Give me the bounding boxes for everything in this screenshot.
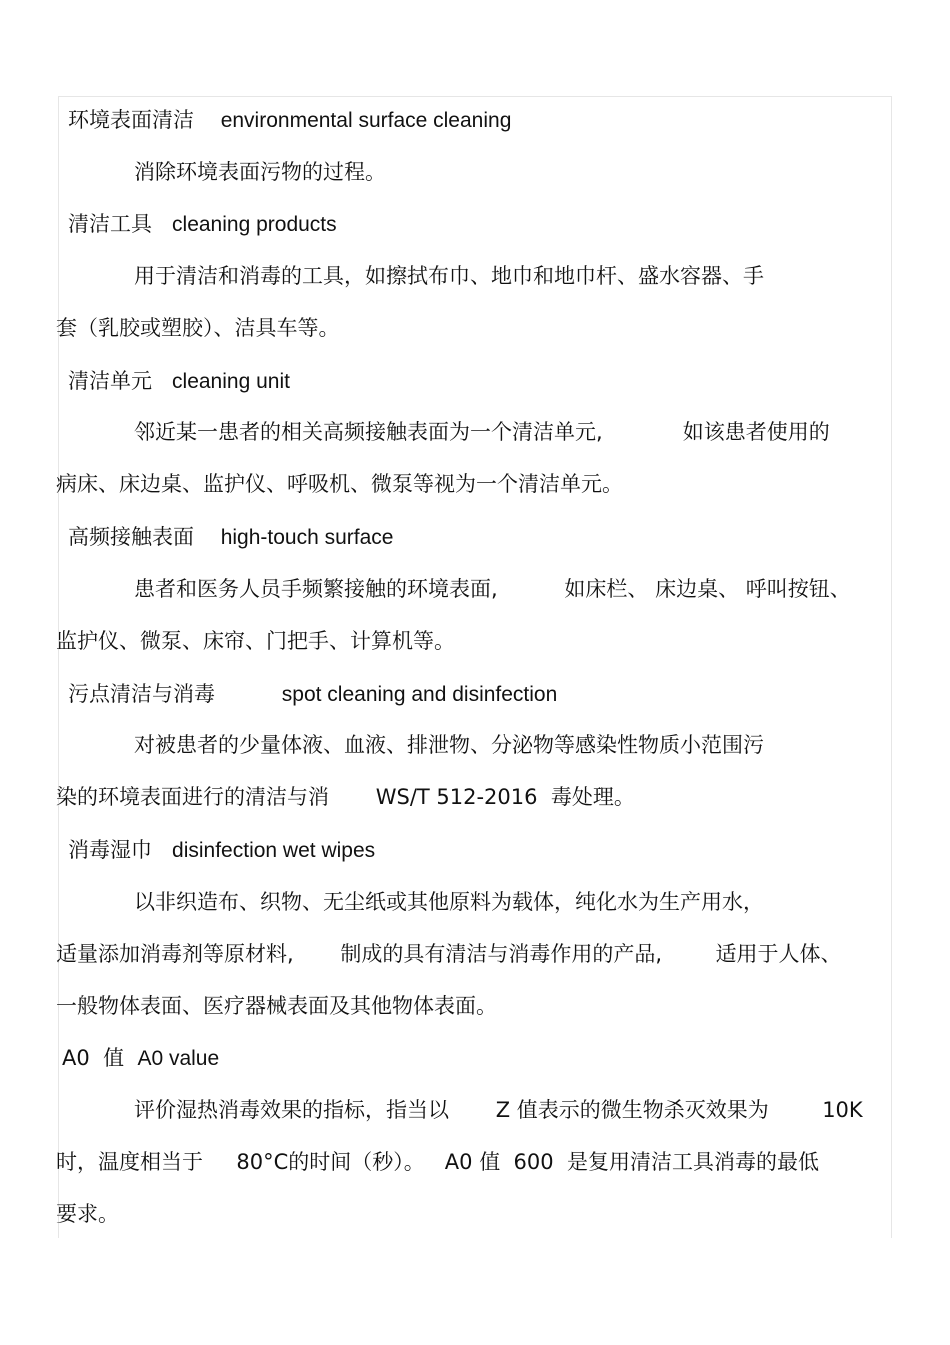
term-heading xyxy=(68,106,511,134)
term-en: environmental surface cleaning xyxy=(220,109,512,132)
definition-line: 患者和医务人员手频繁接触的环境表面, 如床栏、 床边桌、 呼叫按钮、 xyxy=(134,577,851,601)
definition-line: 监护仪、微泵、床帘、门把手、计算机等。 xyxy=(56,629,455,653)
term-en: disinfection wet wipes xyxy=(172,839,376,862)
term-en: cleaning products xyxy=(172,213,337,236)
definition-line: 染的环境表面进行的清洁与消 WS/T 512-2016 毒处理。 xyxy=(56,785,635,809)
definition-line: 对被患者的少量体液、血液、排泄物、分泌物等感染性物质小范围污 xyxy=(134,733,764,757)
definition-line: 评价湿热消毒效果的指标，指当以 Z 值表示的微生物杀灭效果为 10K xyxy=(134,1098,863,1122)
term-en: high-touch surface xyxy=(220,526,394,549)
term-zh: 清洁工具 xyxy=(68,212,152,236)
definition-line: 消除环境表面污物的过程。 xyxy=(134,160,386,184)
definition-line: 以非织造布、织物、无尘纸或其他原料为载体，纯化水为生产用水， xyxy=(134,890,764,914)
term-zh: 高频接触表面 xyxy=(68,525,194,549)
definition-line: 邻近某一患者的相关高频接触表面为一个清洁单元, 如该患者使用的 xyxy=(134,420,830,444)
definition-line: 一般物体表面、医疗器械表面及其他物体表面。 xyxy=(56,994,497,1018)
term-zh: 污点清洁与消毒 xyxy=(68,682,215,706)
definition-line: 病床、床边桌、监护仪、呼吸机、微泵等视为一个清洁单元。 xyxy=(56,472,623,496)
term-en: A0 value xyxy=(137,1047,220,1070)
term-heading xyxy=(68,210,337,238)
term-en: cleaning unit xyxy=(172,370,290,393)
term-zh: A0 值 xyxy=(62,1046,125,1070)
definition-line: 用于清洁和消毒的工具，如擦拭布巾、地巾和地巾杆、盛水容器、手 xyxy=(134,264,764,288)
term-heading xyxy=(68,836,375,864)
definition-line: 时，温度相当于 80°C的时间（秒）。 A0 值 600 是复用清洁工具消毒的最低 xyxy=(56,1150,819,1174)
term-zh: 环境表面清洁 xyxy=(68,108,194,132)
term-heading xyxy=(62,1044,219,1072)
term-heading xyxy=(68,680,557,708)
definition-line: 要求。 xyxy=(56,1202,119,1226)
term-zh: 清洁单元 xyxy=(68,369,152,393)
term-en: spot cleaning and disinfection xyxy=(281,683,558,706)
term-heading xyxy=(68,367,290,395)
term-heading xyxy=(68,523,393,551)
definition-line: 适量添加消毒剂等原材料, 制成的具有清洁与消毒作用的产品, 适用于人体、 xyxy=(56,942,842,966)
definition-line: 套（乳胶或塑胶）、洁具车等。 xyxy=(56,316,340,340)
term-zh: 消毒湿巾 xyxy=(68,838,152,862)
